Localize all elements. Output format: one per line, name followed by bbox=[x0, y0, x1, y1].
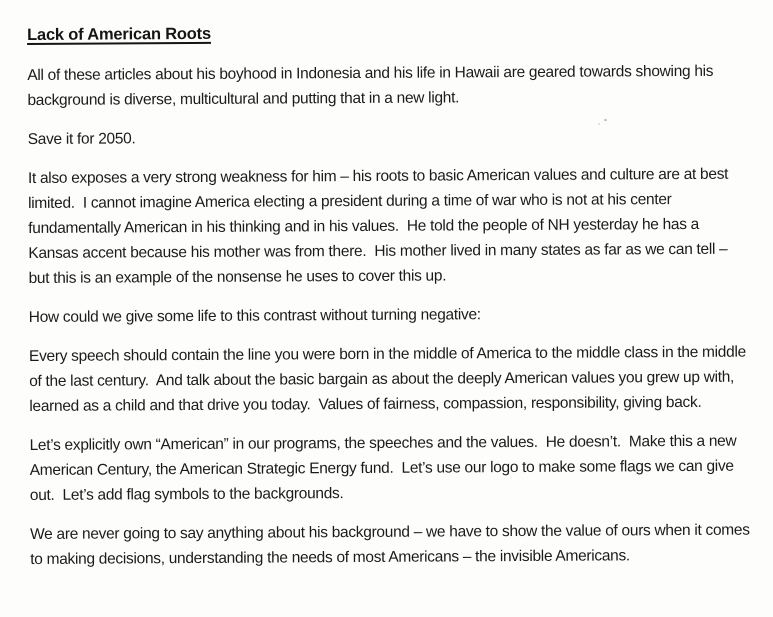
document-paragraph: Save it for 2050. bbox=[27, 130, 136, 148]
document-paragraph: It also exposes a very strong weakness for him – his roots to basic American values and culture are at best limited. I cannot imagine America electing a president during a time of war who is not at his center fundamentally American in his thinking and in his values. He told the people of NH yesterday he has a Kansas accent because his mother was from there. His mother lived in many states as far as we can tell – but this is an example of the nonsense he uses to cover this up. bbox=[27, 165, 733, 287]
document-paragraph: All of these articles about his boyhood in Indonesia and his life in Hawaii are geared towards showing his background is diverse, multicultural and putting that in a new light. bbox=[27, 62, 718, 109]
document-paragraph: We are never going to say anything about his background – we have to show the value of ours when it comes to making decisions, understanding the needs of most Americans – the invisible Americans. bbox=[30, 521, 754, 568]
document-body bbox=[27, 22, 752, 586]
document-title: Lack of American Roots bbox=[27, 24, 211, 44]
document-paragraph: How could we give some life to this contrast without turning negative: bbox=[28, 306, 481, 326]
document-paragraph: Every speech should contain the line you were born in the middle of America to the middle class in the middle of the last century. And talk about the basic bargain as about the deeply American values you grew up with, learned as a child and that drive you today. Values of fairness, compassion, responsibility, giving back. bbox=[28, 343, 750, 415]
document-paragraph: Let’s explicitly own “American” in our programs, the speeches and the values. He doesn’t. Make this a new American Century, the American Strategic Energy fund. Let’s use our logo to make some flags we can give out. Let’s add flag symbols to the backgrounds. bbox=[29, 432, 740, 504]
